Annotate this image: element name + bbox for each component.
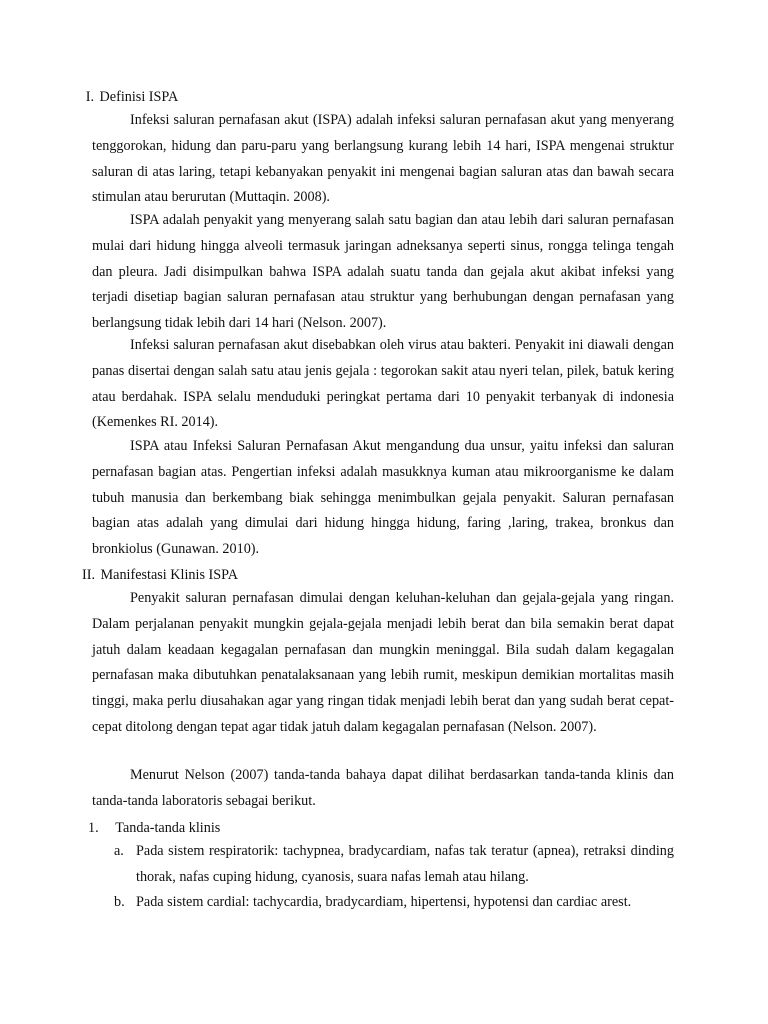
- section-heading-1: [78, 84, 178, 110]
- list-marker: b.: [114, 894, 125, 910]
- subsection-heading: [88, 815, 220, 841]
- section-number: I.: [85, 89, 94, 105]
- subsection-number: 1.: [88, 820, 99, 836]
- section-number: II.: [82, 567, 95, 583]
- section-title: Definisi ISPA: [99, 89, 179, 105]
- paragraph: ISPA atau Infeksi Saluran Pernafasan Akut mengandung dua unsur, yaitu infeksi dan saluran pernafasan bagian atas. Pengertian infeksi adalah masukknya kuman atau mikroorganisme ke dalam tubuh manusia dan berkembang biak sehingga menimbulkan gejala penyakit. Saluran pernafasan bagian atas adalah yang dimulai dari hidung hingga hidung, faring ,laring, trakea, bronkus dan bronkiolus (Gunawan. 2010).: [92, 438, 674, 558]
- paragraph: Infeksi saluran pernafasan akut (ISPA) adalah infeksi saluran pernafasan akut yang menyerang tenggorokan, hidung dan paru-paru yang berlangsung kurang lebih 14 hari, ISPA mengenai struktur saluran di atas laring, tetapi kebanyakan penyakit ini mengenai bagian saluran atas dan bawah secara stimulan atau berurutan (Muttaqin. 2008).: [92, 112, 674, 206]
- paragraph: ISPA adalah penyakit yang menyerang salah satu bagian dan atau lebih dari saluran pernafasan mulai dari hidung hingga alveoli termasuk jaringan adneksanya seperti sinus, rongga telinga tengah dan pleura. Jadi disimpulkan bahwa ISPA adalah suatu tanda dan gejala akut akibat infeksi yang terjadi disetiap bagian saluran pernafasan atau struktur yang berhubungan dengan pernafasan yang berlangsung tidak lebih dari 14 hari (Nelson. 2007).: [92, 212, 674, 332]
- list-item: [114, 839, 674, 891]
- list-marker: a.: [114, 843, 124, 859]
- list-item-text: Pada sistem cardial: tachycardia, bradycardiam, hipertensi, hypotensi dan cardiac arest.: [136, 894, 632, 910]
- paragraph: Penyakit saluran pernafasan dimulai dengan keluhan-keluhan dan gejala-gejala yang ringan. Dalam perjalanan penyakit mungkin gejala-gejala menjadi lebih berat dan bila semakin berat dapat jatuh dalam keadaan kegagalan pernafasan dan mungkin meninggal. Bila sudah dalam kegagalan pernafasan maka dibutuhkan penatalaksanaan yang lebih rumit, meskipun demikian mortalitas masih tinggi, maka perlu diusahakan agar yang ringan tidak menjadi lebih berat dan yang sudah berat cepat-cepat ditolong dengan tepat agar tidak jatuh dalam kegagalan pernafasan (Nelson. 2007).: [92, 590, 674, 735]
- paragraph: Infeksi saluran pernafasan akut disebabkan oleh virus atau bakteri. Penyakit ini diawali dengan panas disertai dengan salah satu atau jenis gejala : tegorokan sakit atau nyeri telan, pilek, batuk kering atau berdahak. ISPA selalu menduduki peringkat pertama dari 10 penyakit terbanyak di indonesia (Kemenkes RI. 2014).: [92, 337, 674, 431]
- paragraph: Menurut Nelson (2007) tanda-tanda bahaya dapat dilihat berdasarkan tanda-tanda klinis dan tanda-tanda laboratoris sebagai berikut.: [92, 767, 674, 809]
- subsection-title: Tanda-tanda klinis: [115, 820, 221, 836]
- section-title: Manifestasi Klinis ISPA: [100, 567, 238, 583]
- list-item-text: Pada sistem respiratorik: tachypnea, bradycardiam, nafas tak teratur (apnea), retraksi dinding thorak, nafas cuping hidung, cyanosis, suara nafas lemah atau hilang.: [136, 843, 674, 885]
- section-heading-2: [74, 562, 238, 588]
- list-item: [114, 890, 674, 916]
